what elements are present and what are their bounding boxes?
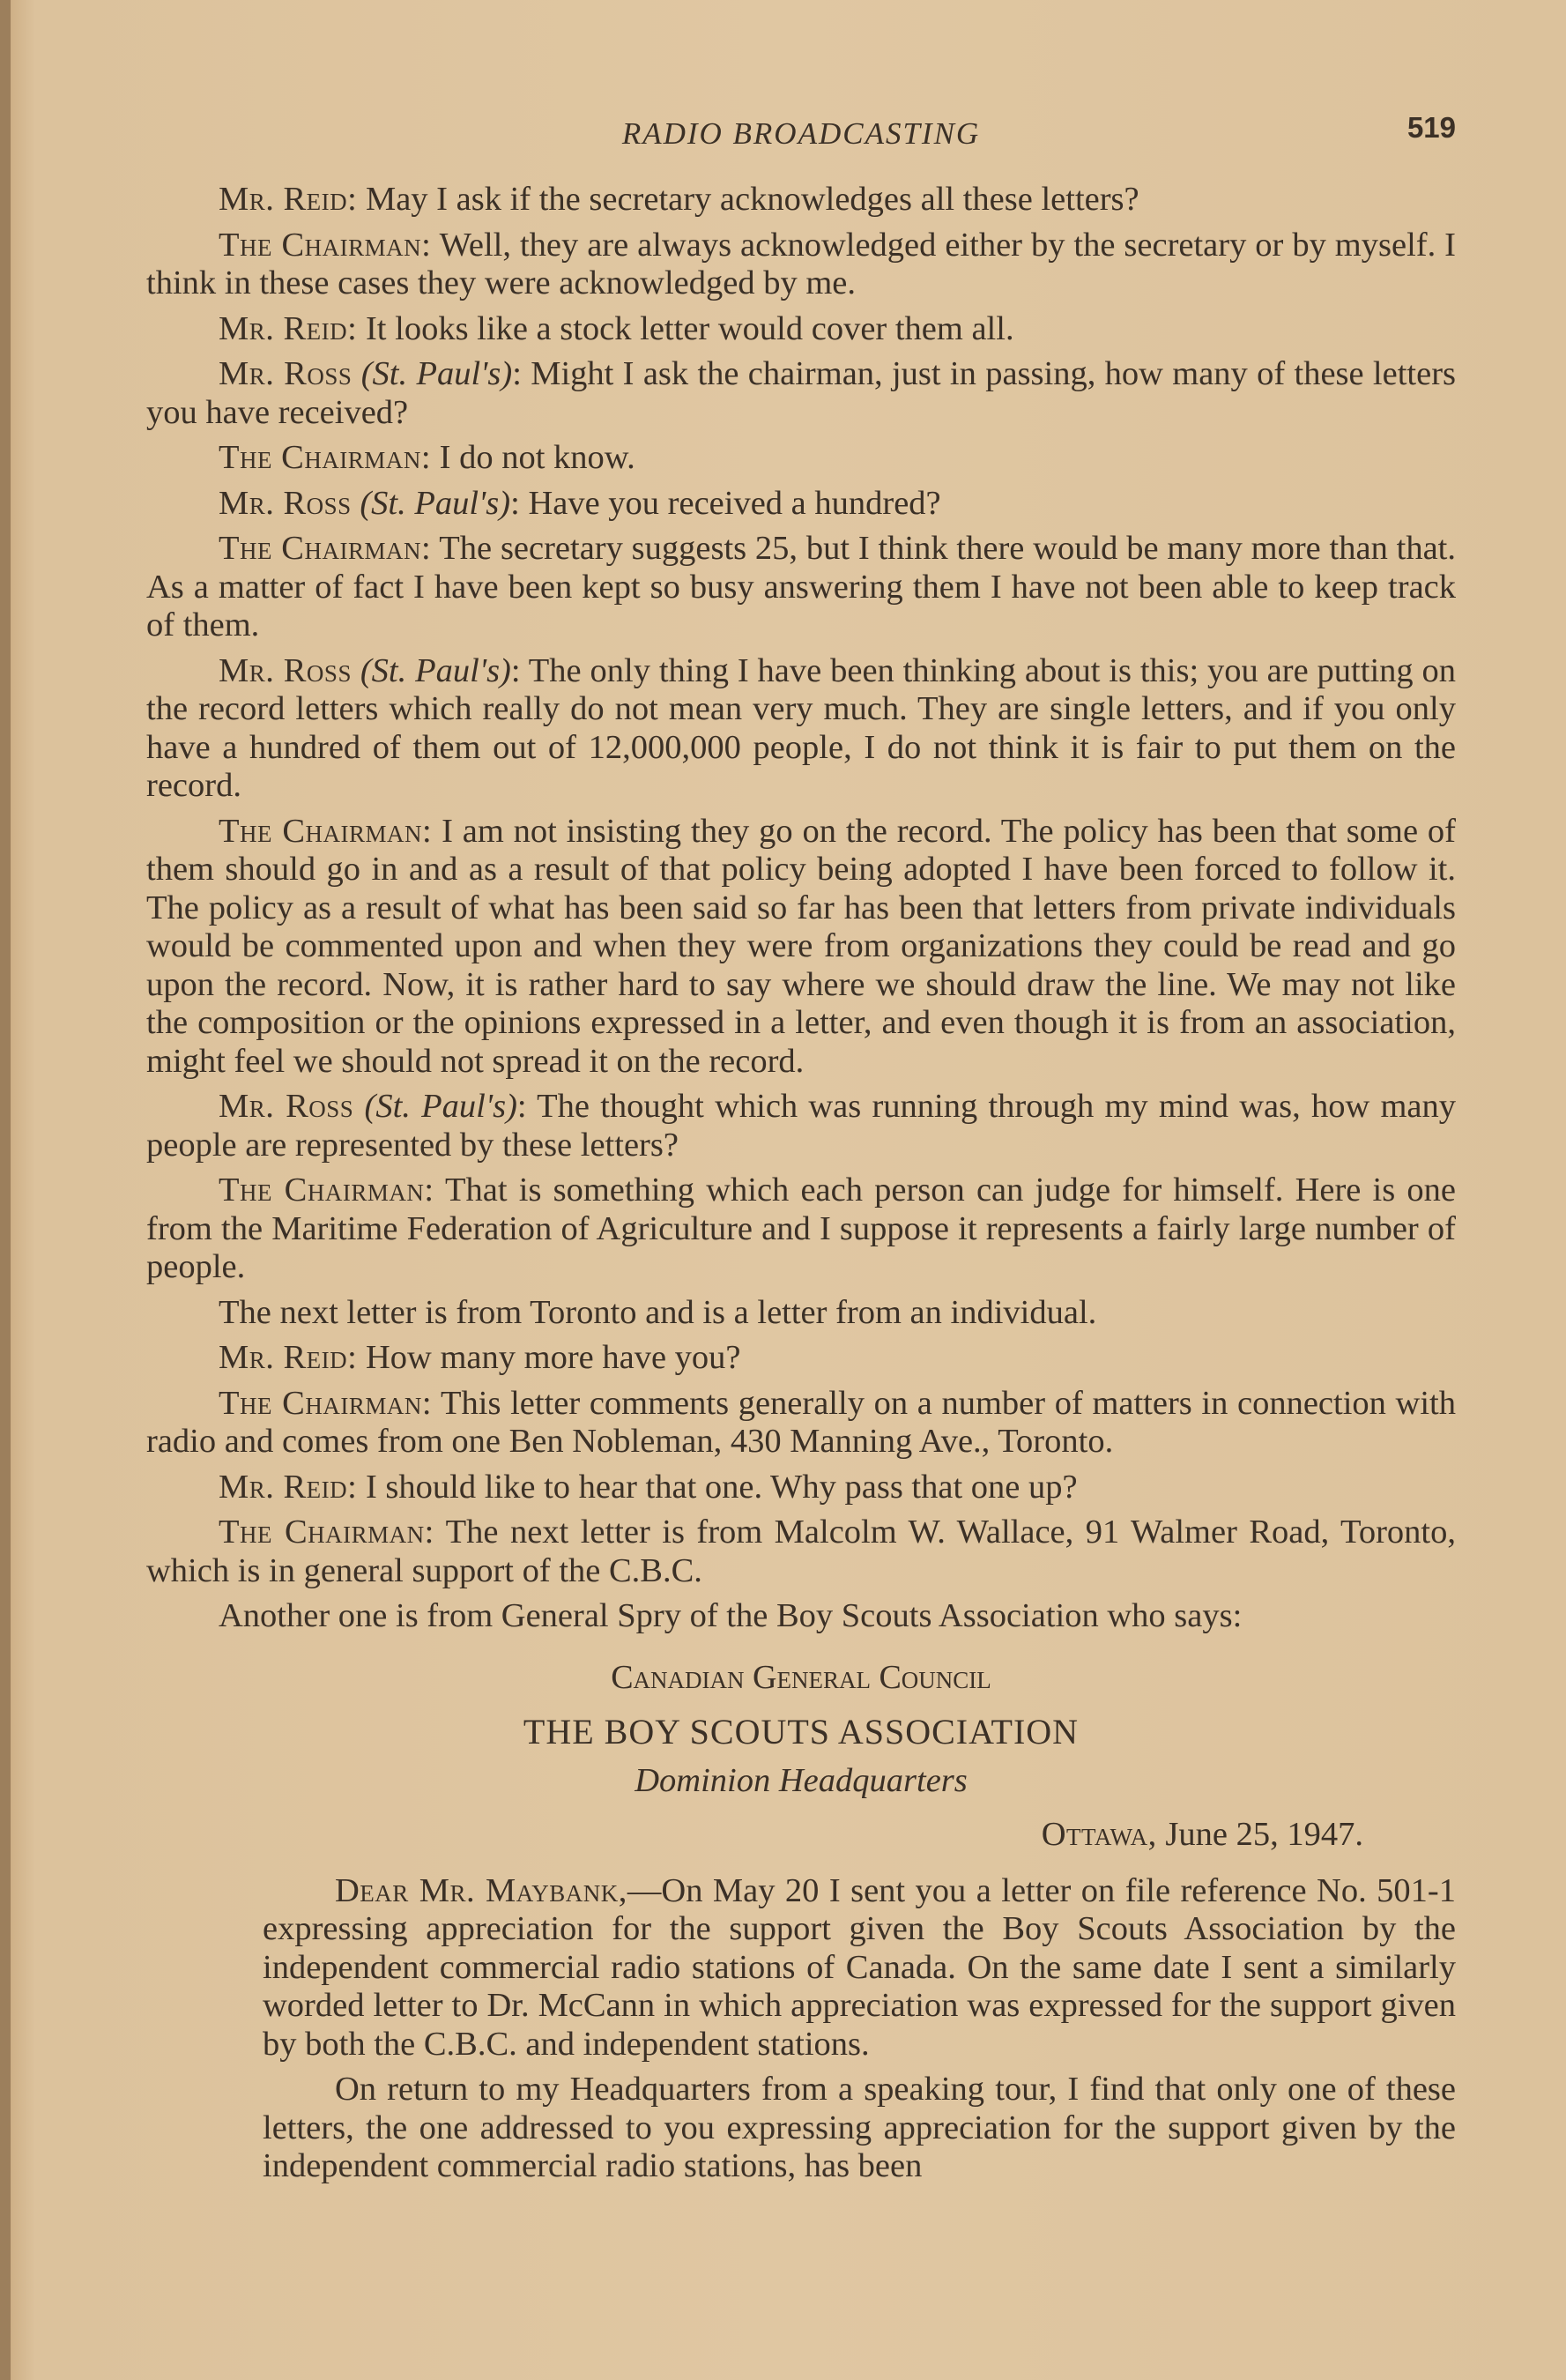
speaker-riding: (St. Paul's) bbox=[360, 651, 511, 689]
letter-heading-association: THE BOY SCOUTS ASSOCIATION bbox=[523, 1712, 1080, 1752]
speaker: The Chairman: bbox=[219, 1514, 434, 1551]
speech: I do not know. bbox=[431, 439, 635, 476]
speech: May I ask if the secretary acknowledges all these letters? bbox=[357, 181, 1139, 218]
letter-text: On return to my Headquarters from a speaking tour, I find that only one of these letters, the one addressed to you expressing appreciation for the support given by the independent commercial radio stations, has been bbox=[263, 2071, 1456, 2184]
letter-text: —On May 20 I sent you a letter on file reference No. 501-1 expressing appreciation for the support given the Boy Scouts Association by the independent commercial radio stations of Canada. On the same date I sent a similarly worded letter to Dr. McCann in which appreciation was expressed for the support given by both the C.B.C. and independent stations. bbox=[263, 1871, 1456, 2063]
paragraph bbox=[146, 181, 1456, 219]
letter-date: June 25, 1947. bbox=[1156, 1816, 1363, 1853]
letter-salutation: Dear Mr. Maybank, bbox=[335, 1871, 627, 1909]
paragraph bbox=[146, 439, 1456, 478]
speaker-riding: (St. Paul's) bbox=[360, 355, 513, 392]
paragraph bbox=[146, 485, 1456, 524]
page-number: 519 bbox=[1406, 111, 1456, 144]
speech: Might I ask the chairman, just in passing, how many of these letters you have received? bbox=[146, 355, 1457, 431]
speech: I am not insisting they go on the record. The policy has been that some of them should go in and as a result of that policy being adopted I have been forced to follow it. The policy as a result of what has been said so far has been that letters from private individuals would be commented upon and when they were from organizations they could be read and go upon the record. Now, it is rather hard to say where we should draw the line. We may not like the composition or the opinions expressed in a letter, and even though it is from an association, might feel we should not spread it on the record. bbox=[146, 812, 1456, 1080]
paragraph bbox=[146, 1088, 1456, 1164]
speech: I should like to hear that one. Why pass that one up? bbox=[357, 1468, 1078, 1506]
letter-body bbox=[263, 1872, 1456, 2186]
speaker: Mr. Reid: bbox=[219, 1468, 358, 1506]
speaker: The Chairman: bbox=[219, 530, 432, 567]
paragraph bbox=[146, 1597, 1456, 1636]
speech: The next letter is from Malcolm W. Wallace, 91 Walmer Road, Toronto, which is in general support of the C.B.C. bbox=[146, 1514, 1456, 1589]
speaker: Mr. Reid: bbox=[219, 309, 358, 347]
paragraph bbox=[146, 530, 1456, 645]
letter-dateline bbox=[146, 1816, 1363, 1855]
paragraph bbox=[146, 1171, 1456, 1287]
speech: Well, they are always acknowledged either by the secretary or by myself. I think in these cases they were acknowledged by me. bbox=[146, 226, 1457, 301]
speaker-colon: : bbox=[510, 651, 521, 689]
speaker: Mr. Ross bbox=[219, 484, 352, 522]
speech: Have you received a hundred? bbox=[519, 484, 941, 522]
speaker: Mr. Ross bbox=[219, 651, 352, 689]
speaker-riding: (St. Paul's) bbox=[364, 1088, 517, 1125]
transcript-body bbox=[146, 181, 1456, 2193]
letter-place: Ottawa, bbox=[1041, 1816, 1157, 1853]
speech: The thought which was running through my mind was, how many people are represented by these letters? bbox=[146, 1088, 1457, 1164]
speech: This letter comments generally on a number of matters in connection with radio and comes from one Ben Nobleman, 430 Manning Ave., Toronto. bbox=[146, 1384, 1457, 1460]
paragraph bbox=[146, 355, 1456, 432]
speech: How many more have you? bbox=[357, 1339, 741, 1376]
speech: The next letter is from Toronto and is a letter from an individual. bbox=[219, 1293, 1097, 1331]
speech: The secretary suggests 25, but I think there would be many more than that. As a matter of fact I have been kept so busy answering them I have not been able to keep track of them. bbox=[146, 530, 1456, 643]
letter-heading-headquarters: Dominion Headquarters bbox=[635, 1761, 968, 1799]
speaker-colon: : bbox=[516, 1088, 527, 1125]
speaker: The Chairman: bbox=[219, 1384, 433, 1422]
paragraph bbox=[146, 1294, 1456, 1333]
speaker-riding: (St. Paul's) bbox=[360, 484, 511, 522]
speaker: Mr. Reid: bbox=[219, 1339, 358, 1376]
speaker: The Chairman: bbox=[219, 1171, 434, 1209]
paragraph bbox=[146, 1385, 1456, 1461]
speaker: The Chairman: bbox=[219, 812, 433, 850]
speaker: Mr. Reid: bbox=[219, 181, 358, 218]
speaker-colon: : bbox=[512, 355, 522, 392]
speech: That is something which each person can judge for himself. Here is one from the Maritime Federation of Agriculture and I suppose it represents a fairly large number of people. bbox=[146, 1171, 1456, 1285]
paragraph bbox=[146, 310, 1456, 349]
paragraph bbox=[146, 227, 1456, 303]
speaker: Mr. Ross bbox=[219, 355, 353, 392]
paragraph bbox=[146, 813, 1456, 1082]
speech: Another one is from General Spry of the Boy Scouts Association who says: bbox=[219, 1597, 1243, 1634]
paragraph bbox=[146, 1339, 1456, 1378]
letter-heading-council: Canadian General Council bbox=[611, 1658, 991, 1696]
running-title: RADIO BROADCASTING bbox=[621, 116, 981, 151]
paragraph bbox=[146, 1514, 1456, 1590]
quoted-letter bbox=[146, 1659, 1456, 2186]
letter-paragraph bbox=[263, 1872, 1456, 2064]
speaker: The Chairman: bbox=[219, 439, 432, 476]
paragraph bbox=[146, 1469, 1456, 1507]
letter-paragraph bbox=[263, 2071, 1456, 2186]
binding-edge bbox=[0, 0, 11, 2380]
speaker: Mr. Ross bbox=[219, 1088, 354, 1125]
running-head bbox=[146, 111, 1456, 160]
speech: The only thing I have been thinking about is this; you are putting on the record letters which really do not mean very much. They are single letters, and if you only have a hundred of them out of 12,000,000 people, I do not think it is fair to put them on the record. bbox=[146, 651, 1457, 804]
speech: It looks like a stock letter would cover them all. bbox=[357, 309, 1014, 347]
speaker-colon: : bbox=[510, 484, 520, 522]
paragraph bbox=[146, 652, 1456, 806]
speaker: The Chairman: bbox=[219, 226, 432, 264]
